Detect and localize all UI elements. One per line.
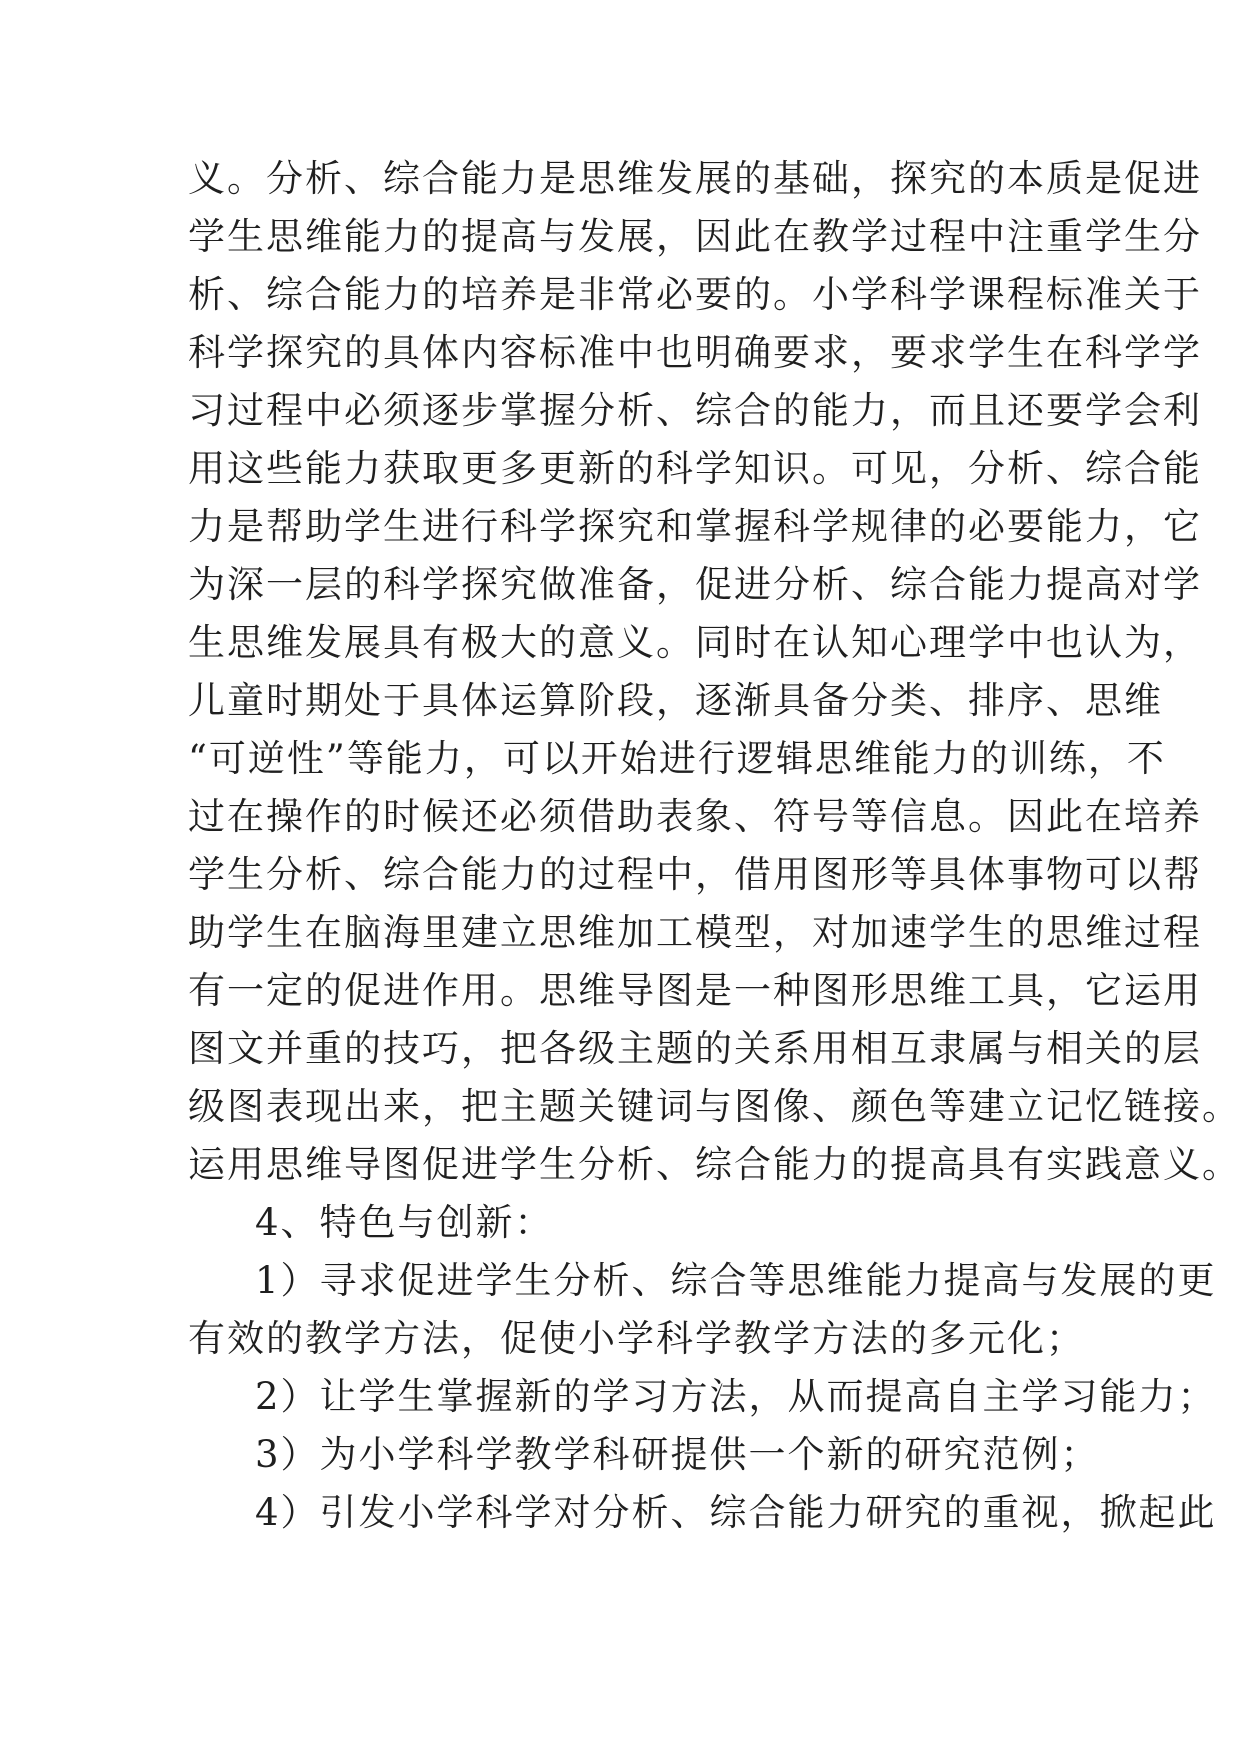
paragraph-line: 生思维发展具有极大的意义。同时在认知心理学中也认为，	[188, 621, 1202, 664]
list-item-4: 4）引发小学科学对分析、综合能力研究的重视，掀起此	[255, 1491, 1217, 1534]
paragraph-line: 级图表现出来，把主题关键词与图像、颜色等建立记忆链接。	[188, 1085, 1241, 1128]
paragraph-line: 过在操作的时候还必须借助表象、符号等信息。因此在培养	[188, 795, 1202, 838]
list-item-1-line-1: 1）寻求促进学生分析、综合等思维能力提高与发展的更	[255, 1259, 1217, 1302]
section-heading: 4、特色与创新：	[255, 1201, 554, 1244]
paragraph-line: 科学探究的具体内容标准中也明确要求，要求学生在科学学	[188, 331, 1202, 374]
paragraph-line: 习过程中必须逐步掌握分析、综合的能力，而且还要学会利	[188, 389, 1202, 432]
paragraph-line: 析、综合能力的培养是非常必要的。小学科学课程标准关于	[188, 273, 1202, 316]
list-item-1-line-2: 有效的教学方法，促使小学科学教学方法的多元化；	[188, 1317, 1085, 1360]
paragraph-line: 用这些能力获取更多更新的科学知识。可见，分析、综合能	[188, 447, 1202, 490]
paragraph-line: 力是帮助学生进行科学探究和掌握科学规律的必要能力，它	[188, 505, 1202, 548]
paragraph-line: 助学生在脑海里建立思维加工模型，对加速学生的思维过程	[188, 911, 1202, 954]
paragraph-line: “可逆性”等能力，可以开始进行逻辑思维能力的训练，不	[188, 737, 1166, 780]
paragraph-line: 学生思维能力的提高与发展，因此在教学过程中注重学生分	[188, 215, 1202, 258]
list-item-3: 3）为小学科学教学科研提供一个新的研究范例；	[255, 1433, 1100, 1476]
paragraph-line: 有一定的促进作用。思维导图是一种图形思维工具，它运用	[188, 969, 1202, 1012]
body-text	[188, 150, 1241, 1542]
list-item-2: 2）让学生掌握新的学习方法，从而提高自主学习能力；	[255, 1375, 1217, 1418]
paragraph-line: 图文并重的技巧，把各级主题的关系用相互隶属与相关的层	[188, 1027, 1202, 1070]
paragraph-line: 儿童时期处于具体运算阶段，逐渐具备分类、排序、思维	[188, 679, 1163, 722]
paragraph-line: 学生分析、综合能力的过程中，借用图形等具体事物可以帮	[188, 853, 1202, 896]
paragraph-line: 运用思维导图促进学生分析、综合能力的提高具有实践意义。	[188, 1143, 1241, 1186]
paragraph-line: 义。分析、综合能力是思维发展的基础，探究的本质是促进	[188, 157, 1202, 200]
paragraph-line: 为深一层的科学探究做准备，促进分析、综合能力提高对学	[188, 563, 1202, 606]
